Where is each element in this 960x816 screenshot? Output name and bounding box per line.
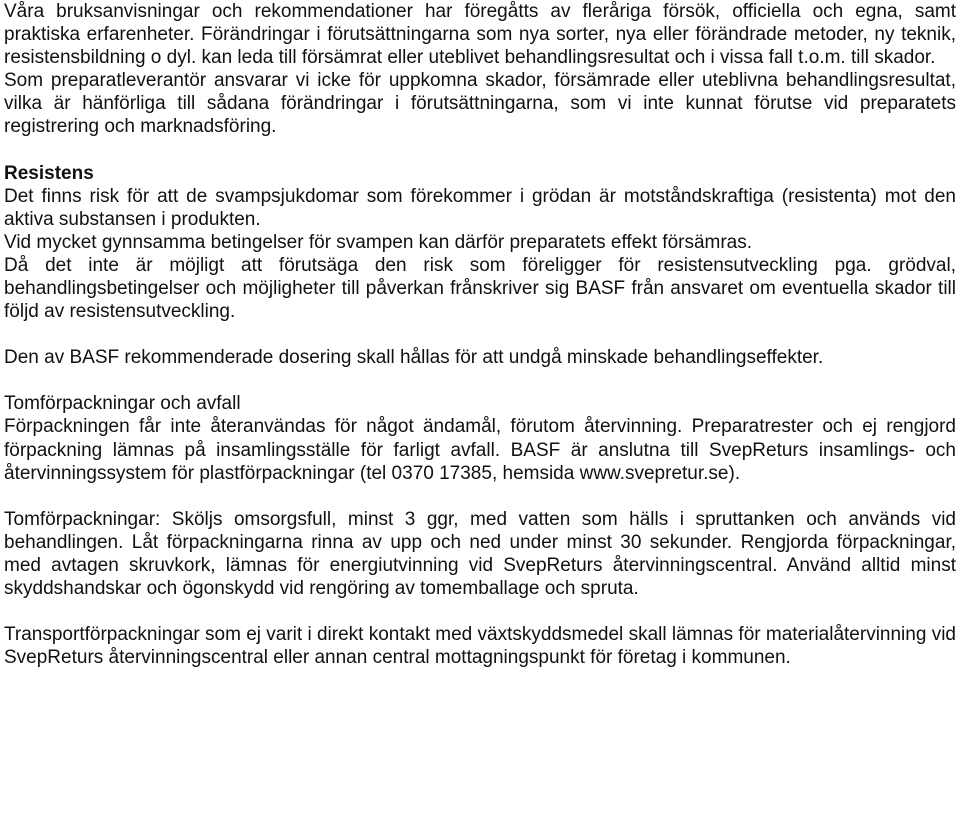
resistens-paragraph-2: Vid mycket gynnsamma betingelser för svampen kan därför preparatets effekt försämras. — [4, 231, 753, 253]
tomforpackningar-section — [4, 508, 956, 600]
avfall-section — [4, 392, 956, 484]
resistens-section — [4, 162, 956, 324]
liability-paragraph: Som preparatleverantör ansvarar vi icke för uppkomna skador, försämrade eller uteblivna behandlingsresultat, vilka är hänförliga till sådana förändringar i förutsättningarna, som vi inte kunnat förutse vid preparatets registrering och marknadsföring. — [4, 70, 956, 138]
dosering-section — [4, 346, 956, 369]
tomforpackningar-paragraph: Tomförpackningar: Sköljs omsorgsfull, minst 3 ggr, med vatten som hälls i spruttanken och används vid behandlingen. Låt förpackningarna rinna av upp och ned under minst 30 sekunder. Rengjorda förpackningar, med avtagen skruvkork, lämnas för energiutvinning vid SvepReturs återvinningscentral. Använd alltid minst skyddshandskar och ögonskydd vid rengöring av tomemballage och spruta. — [4, 508, 956, 599]
avfall-paragraph: Förpackningen får inte återanvändas för något ändamål, förutom återvinning. Preparatrester och ej rengjord förpackning lämnas på insamlingsställe för farligt avfall. BASF är anslutna till SvepReturs insamlings- och återvinningssystem för plastförpackningar (tel 0370 17385, hemsida www.svepretur.se). — [4, 416, 956, 484]
resistens-heading: Resistens — [4, 162, 94, 184]
transport-paragraph: Transportförpackningar som ej varit i direkt kontakt med växtskyddsmedel skall lämnas för materialåtervinning vid SvepReturs återvinningscentral eller annan central mottagningspunkt för företag i kommunen. — [4, 624, 956, 669]
intro-paragraph: Våra bruksanvisningar och rekommendationer har föregåtts av fleråriga försök, officiella och egna, samt praktiska erfarenheter. Förändringar i förutsättningarna som nya sorter, nya eller förändrade metoder, ny teknik, resistensbildning o dyl. kan leda till försämrat eller uteblivet behandlingsresultat och i vissa fall t.o.m. till skador. — [4, 1, 956, 69]
transport-section — [4, 623, 956, 669]
intro-section — [4, 0, 956, 139]
dosering-paragraph: Den av BASF rekommenderade dosering skall hållas för att undgå minskade behandlingseffekter. — [4, 347, 824, 369]
resistens-paragraph-1: Det finns risk för att de svampsjukdomar som förekommer i grödan är motståndskraftiga (resistenta) mot den aktiva substansen i produkten. — [4, 185, 956, 230]
avfall-heading: Tomförpackningar och avfall — [4, 393, 241, 415]
resistens-paragraph-3: Då det inte är möjligt att förutsäga den risk som föreligger för resistensutveckling pga. grödval, behandlingsbetingelser och möjligheter till påverkan frånskriver sig BASF från ansvaret om eventuella skador till följd av resistensutveckling. — [4, 254, 956, 323]
